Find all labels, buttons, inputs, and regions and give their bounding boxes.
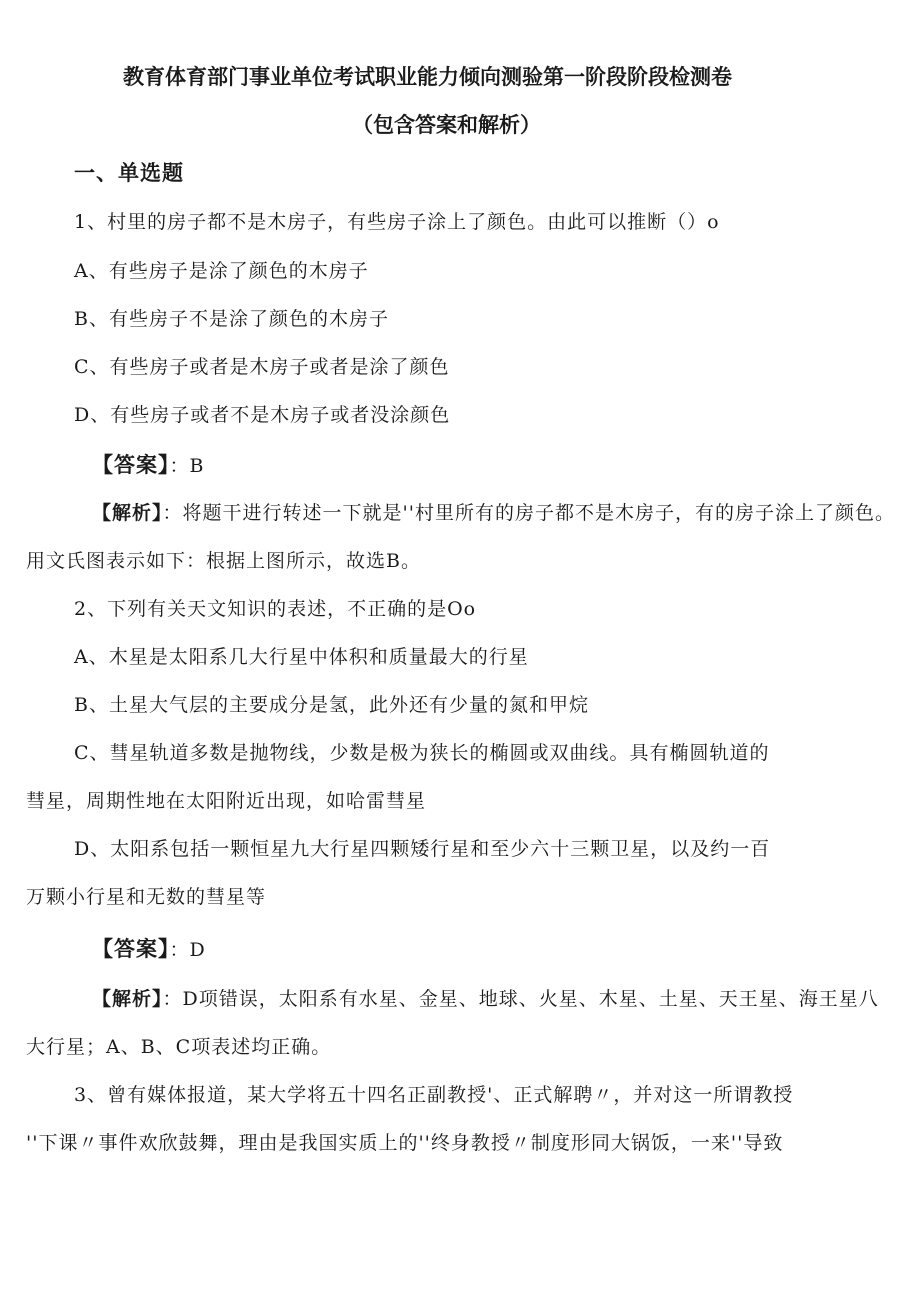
analysis-label: 【解析】	[92, 988, 163, 1010]
analysis-label: 【解析】	[92, 502, 163, 524]
answer-value: ：B	[169, 455, 205, 477]
answer-label: 【答案】	[92, 937, 170, 961]
question-1-option-c: C、有些房子或者是木房子或者是涂了颜色	[74, 356, 450, 378]
document-title: 教育体育部门事业单位考试职业能力倾向测验第一阶段阶段检测卷	[123, 65, 732, 89]
question-1-option-d: D、有些房子或者不是木房子或者没涂颜色	[74, 404, 451, 426]
question-2-stem: 2、下列有关天文知识的表述，不正确的是Oo	[74, 598, 477, 620]
question-2-option-d: D、太阳系包括一颗恒星九大行星四颗矮行星和至少六十三颗卫星，以及约一百	[74, 838, 771, 860]
answer-label: 【答案】	[92, 453, 170, 477]
question-1-option-a: A、有些房子是涂了颜色的木房子	[74, 260, 369, 282]
question-1-analysis	[92, 500, 895, 526]
question-1-stem: 1、村里的房子都不是木房子，有些房子涂上了颜色。由此可以推断（）o	[74, 211, 720, 233]
analysis-text: ：将题干进行转述一下就是''村里所有的房子都不是木房子，有的房子涂上了颜色。	[162, 502, 895, 524]
section-heading: 一、单选题	[74, 161, 184, 185]
question-2-analysis	[92, 986, 879, 1012]
question-2-analysis-cont: 大行星；A、B、C项表述均正确。	[26, 1036, 332, 1058]
question-2-option-c-cont: 彗星，周期性地在太阳附近出现，如哈雷彗星	[26, 790, 427, 812]
answer-value: ：D	[169, 939, 206, 961]
question-1-analysis-cont: 用文氏图表示如下：根据上图所示，故选B。	[26, 550, 421, 572]
question-2-answer	[92, 936, 206, 963]
question-2-option-a: A、木星是太阳系几大行星中体积和质量最大的行星	[74, 646, 529, 668]
document-subtitle: （包含答案和解析）	[352, 113, 541, 137]
question-1-option-b: B、有些房子不是涂了颜色的木房子	[74, 308, 389, 330]
question-3-stem: 3、曾有媒体报道，某大学将五十四名正副教授'、正式解聘〃，并对这一所谓教授	[74, 1084, 794, 1106]
analysis-text: ：D项错误，太阳系有水星、金星、地球、火星、木星、土星、天王星、海王星八	[162, 988, 879, 1010]
question-2-option-d-cont: 万颗小行星和无数的彗星等	[26, 886, 267, 908]
question-2-option-c: C、彗星轨道多数是抛物线，少数是极为狭长的椭圆或双曲线。具有椭圆轨道的	[74, 742, 770, 764]
question-2-option-b: B、土星大气层的主要成分是氢，此外还有少量的氮和甲烷	[74, 694, 589, 716]
question-1-answer	[92, 452, 204, 479]
question-3-stem-cont: ''下课〃事件欢欣鼓舞，理由是我国实质上的''终身教授〃制度形同大锅饭，一来''导致	[26, 1132, 784, 1154]
